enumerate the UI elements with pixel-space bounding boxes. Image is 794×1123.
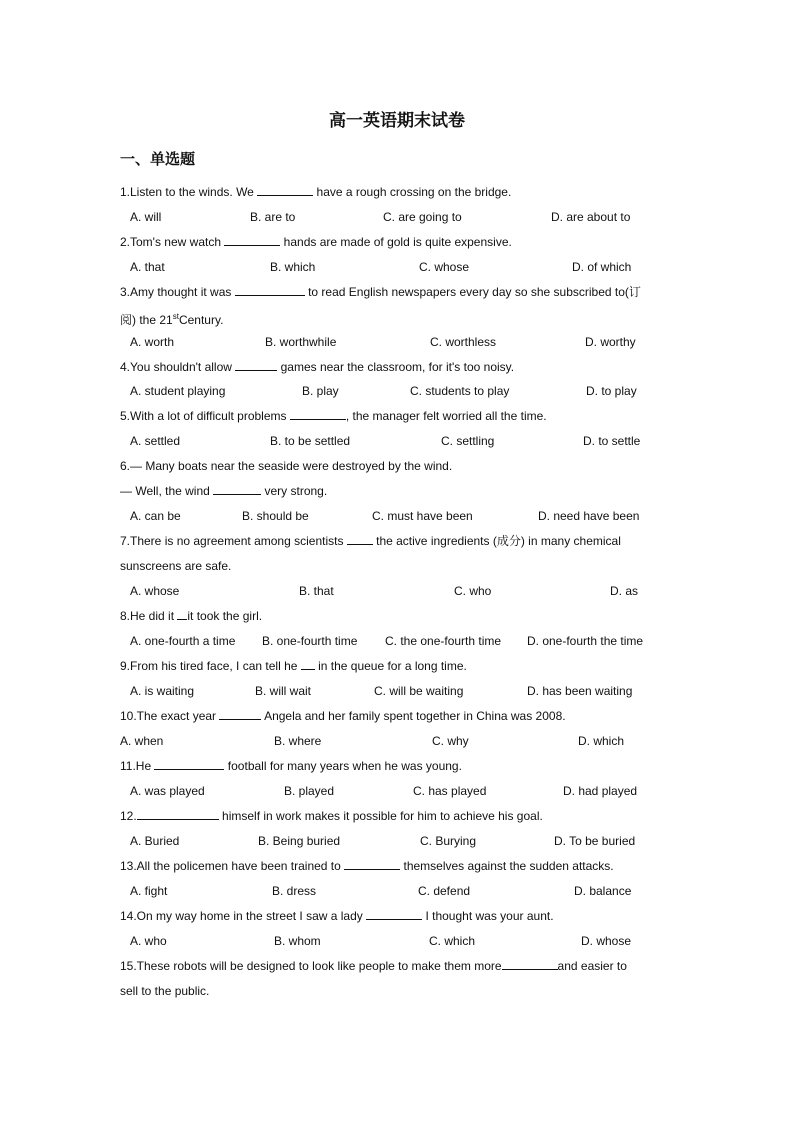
option-c: C. will be waiting <box>374 684 464 698</box>
option-a: A. who <box>130 934 167 948</box>
question-5: 5.With a lot of difficult problems , the manager felt worried all the time. <box>120 409 547 423</box>
option-c: C. are going to <box>383 210 462 224</box>
option-a: A. that <box>130 260 165 274</box>
option-d: D. one-fourth the time <box>527 634 644 648</box>
option-b: B. Being buried <box>258 834 341 848</box>
option-a: A. whose <box>130 584 180 598</box>
answer-blank <box>137 808 219 820</box>
option-d: D. are about to <box>551 210 631 224</box>
option-a: A. fight <box>130 884 168 898</box>
option-c: C. worthless <box>430 335 497 349</box>
option-d: D. which <box>578 734 625 748</box>
option-c: C. has played <box>413 784 487 798</box>
option-a: A. will <box>130 210 162 224</box>
question-12: 12. himself in work makes it possible for him to achieve his goal. <box>120 809 543 823</box>
option-c: C. students to play <box>410 384 510 398</box>
question-1: 1.Listen to the winds. We have a rough crossing on the bridge. <box>120 185 512 199</box>
option-b: B. where <box>274 734 322 748</box>
option-c: C. defend <box>418 884 471 898</box>
answer-blank <box>502 958 558 970</box>
option-a: A. worth <box>130 335 175 349</box>
answer-blank <box>219 708 261 720</box>
answer-blank <box>235 359 277 371</box>
option-b: B. should be <box>242 509 309 523</box>
answer-blank <box>347 533 373 545</box>
page-title: 高一英语期末试卷 <box>329 111 465 131</box>
question-4: 4.You shouldn't allow games near the classroom, for it's too noisy. <box>120 360 515 374</box>
option-a: A. Buried <box>130 834 180 848</box>
option-b: B. worthwhile <box>265 335 337 349</box>
question-13: 13.All the policemen have been trained to themselves against the sudden attacks. <box>120 859 614 873</box>
answer-blank <box>290 408 346 420</box>
answer-blank <box>344 858 400 870</box>
option-c: C. who <box>454 584 492 598</box>
option-b: B. one-fourth time <box>262 634 358 648</box>
answer-blank <box>235 284 305 296</box>
section-heading: 一、单选题 <box>120 150 196 168</box>
question-7-cont: sunscreens are safe. <box>120 559 232 573</box>
question-8: 8.He did it it took the girl. <box>120 609 263 623</box>
question-11: 11.He football for many years when he was young. <box>120 759 462 773</box>
option-d: D. worthy <box>585 335 636 349</box>
option-d: D. to play <box>586 384 637 398</box>
answer-blank <box>257 184 313 196</box>
option-b: B. will wait <box>255 684 312 698</box>
option-a: A. can be <box>130 509 181 523</box>
option-d: D. of which <box>572 260 632 274</box>
option-a: A. student playing <box>130 384 226 398</box>
question-9: 9.From his tired face, I can tell he in the queue for a long time. <box>120 659 467 673</box>
question-15-cont: sell to the public. <box>120 984 210 998</box>
option-d: D. has been waiting <box>527 684 633 698</box>
question-3: 3.Amy thought it was to read English newspapers every day so she subscribed to(订 <box>120 285 641 299</box>
option-a: A. one-fourth a time <box>130 634 236 648</box>
option-d: D. to settle <box>583 434 641 448</box>
option-b: B. are to <box>250 210 296 224</box>
option-a: A. was played <box>130 784 205 798</box>
answer-blank <box>213 483 261 495</box>
answer-blank <box>301 658 315 670</box>
option-c: C. whose <box>419 260 470 274</box>
option-a: A. when <box>120 734 164 748</box>
question-7: 7.There is no agreement among scientists the active ingredients (成分) in many chemical <box>120 534 621 548</box>
answer-blank <box>366 908 422 920</box>
question-15: 15.These robots will be designed to look like people to make them more and easier to <box>120 959 627 973</box>
option-c: C. must have been <box>372 509 473 523</box>
question-6: 6.— Many boats near the seaside were destroyed by the wind. <box>120 459 453 473</box>
option-b: B. dress <box>272 884 317 898</box>
option-c: C. which <box>429 934 476 948</box>
question-14: 14.On my way home in the street I saw a lady I thought was your aunt. <box>120 909 554 923</box>
question-2: 2.Tom's new watch hands are made of gold is quite expensive. <box>120 235 512 249</box>
option-d: D. as <box>610 584 639 598</box>
option-b: B. whom <box>274 934 321 948</box>
option-d: D. balance <box>574 884 632 898</box>
option-c: C. settling <box>441 434 495 448</box>
option-c: C. the one-fourth time <box>385 634 502 648</box>
option-a: A. settled <box>130 434 181 448</box>
option-d: D. had played <box>563 784 638 798</box>
question-6-cont: — Well, the wind very strong. <box>120 484 328 498</box>
answer-blank <box>154 758 224 770</box>
question-3-cont: 阅) the 21stCentury. <box>120 312 224 327</box>
option-b: B. play <box>302 384 339 398</box>
answer-blank <box>224 234 280 246</box>
option-a: A. is waiting <box>130 684 195 698</box>
option-b: B. which <box>270 260 316 274</box>
option-b: B. to be settled <box>270 434 351 448</box>
option-b: B. played <box>284 784 335 798</box>
option-b: B. that <box>299 584 334 598</box>
question-10: 10.The exact year Angela and her family spent together in China was 2008. <box>120 709 566 723</box>
option-c: C. why <box>432 734 469 748</box>
option-d: D. To be buried <box>554 834 636 848</box>
option-c: C. Burying <box>420 834 477 848</box>
option-d: D. need have been <box>538 509 640 523</box>
answer-blank <box>177 608 187 620</box>
option-d: D. whose <box>581 934 632 948</box>
